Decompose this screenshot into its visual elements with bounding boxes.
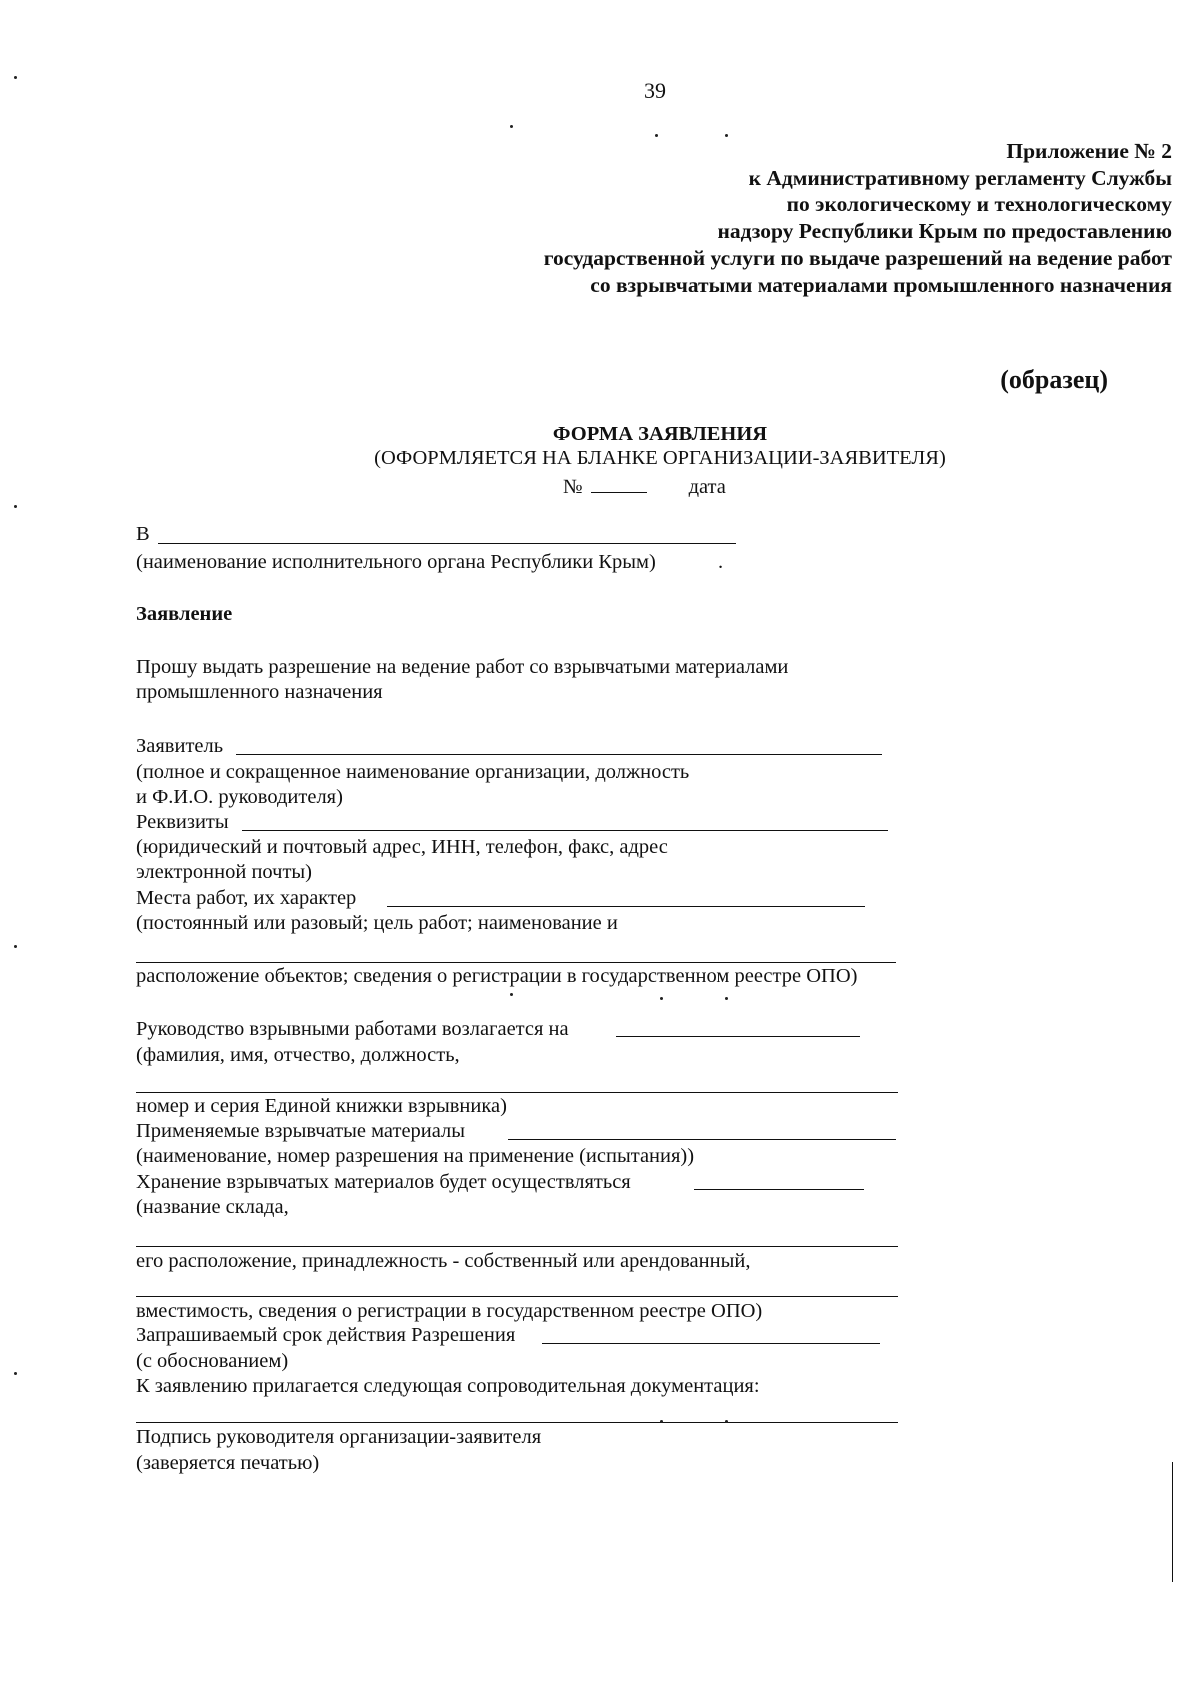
statement-heading: Заявление — [136, 603, 233, 625]
attachments-blank — [136, 1422, 898, 1423]
scan-speck — [510, 993, 513, 996]
requisites-hint: (юридический и почтовый адрес, ИНН, телефон, факс, адрес — [136, 836, 668, 858]
workplaces-hint: (постоянный или разовый; цель работ; наименование и — [136, 912, 618, 934]
scan-speck — [655, 134, 658, 137]
signature-label: Подпись руководителя организации-заявителя — [136, 1426, 542, 1448]
attachments-label: К заявлению прилагается следующая сопроводительная документация: — [136, 1375, 760, 1397]
sample-mark: (образец) — [1000, 365, 1108, 394]
materials-label: Применяемые взрывчатые материалы — [136, 1120, 466, 1142]
margin-line — [1172, 1462, 1173, 1582]
scan-speck — [510, 125, 513, 128]
scan-speck — [14, 1372, 17, 1375]
applicant-hint: и Ф.И.О. руководителя) — [136, 786, 343, 808]
date-label: дата — [688, 476, 726, 498]
request-line: промышленного назначения — [136, 681, 383, 703]
scan-speck — [725, 997, 728, 1000]
materials-hint: (наименование, номер разрешения на применение (испытания)) — [136, 1145, 695, 1167]
storage-blank — [694, 1189, 864, 1190]
storage-hint: вместимость, сведения о регистрации в государственном реестре ОПО) — [136, 1300, 763, 1322]
management-label: Руководство взрывными работами возлагается на — [136, 1018, 569, 1040]
term-blank — [542, 1343, 880, 1344]
number-blank — [591, 474, 647, 493]
workplaces-hint: расположение объектов; сведения о регистрации в государственном реестре ОПО) — [136, 965, 858, 987]
appendix-line: к Административному регламенту Службы — [748, 165, 1172, 190]
storage-blank-2 — [136, 1246, 898, 1247]
appendix-line: государственной услуги по выдаче разрешений на ведение работ — [543, 245, 1172, 270]
storage-label: Хранение взрывчатых материалов будет осуществляться — [136, 1171, 631, 1193]
addressee-prefix: В — [136, 523, 150, 545]
addressee-hint: (наименование исполнительного органа Республики Крым) — [136, 551, 656, 573]
storage-hint: (название склада, — [136, 1196, 289, 1218]
number-date-line — [563, 474, 726, 499]
management-hint: (фамилия, имя, отчество, должность, — [136, 1044, 460, 1066]
storage-blank-3 — [136, 1296, 898, 1297]
applicant-blank — [236, 754, 882, 755]
term-hint: (с обоснованием) — [136, 1350, 289, 1372]
appendix-line: по экологическому и технологическому — [786, 192, 1172, 217]
form-title: ФОРМА ЗАЯВЛЕНИЯ — [552, 423, 768, 445]
addressee-dot: . — [718, 551, 724, 573]
applicant-hint: (полное и сокращенное наименование организации, должность — [136, 761, 690, 783]
number-label: № — [563, 476, 583, 498]
scan-speck — [14, 945, 17, 948]
appendix-line: со взрывчатыми материалами промышленного назначения — [590, 272, 1172, 297]
scan-speck — [660, 1420, 663, 1423]
storage-hint: его расположение, принадлежность - собственный или арендованный, — [136, 1250, 751, 1272]
workplaces-blank — [387, 906, 865, 907]
addressee-blank — [158, 543, 736, 544]
appendix-header — [544, 138, 1172, 298]
scan-speck — [660, 997, 663, 1000]
signature-hint: (заверяется печатью) — [136, 1452, 320, 1474]
form-heading — [0, 422, 1200, 470]
requisites-hint: электронной почты) — [136, 861, 313, 883]
management-hint: номер и серия Единой книжки взрывника) — [136, 1095, 507, 1117]
management-blank — [616, 1036, 860, 1037]
workplaces-blank-2 — [136, 962, 896, 963]
request-line: Прошу выдать разрешение на ведение работ со взрывчатыми материалами — [136, 656, 789, 678]
scan-speck — [14, 76, 17, 79]
page-number: 39 — [644, 78, 666, 103]
materials-blank — [508, 1139, 896, 1140]
scan-speck — [725, 1420, 728, 1423]
appendix-line: Приложение № 2 — [1006, 139, 1172, 163]
applicant-label: Заявитель — [136, 735, 224, 757]
scan-speck — [14, 505, 17, 508]
management-blank-2 — [136, 1092, 898, 1093]
scan-speck — [725, 134, 728, 137]
workplaces-label: Места работ, их характер — [136, 887, 357, 909]
requisites-label: Реквизиты — [136, 811, 229, 833]
term-label: Запрашиваемый срок действия Разрешения — [136, 1324, 516, 1346]
appendix-line: надзору Республики Крым по предоставлению — [717, 219, 1172, 244]
requisites-blank — [242, 830, 888, 831]
form-subtitle: (ОФОРМЛЯЕТСЯ НА БЛАНКЕ ОРГАНИЗАЦИИ-ЗАЯВИТЕЛЯ) — [374, 447, 946, 469]
